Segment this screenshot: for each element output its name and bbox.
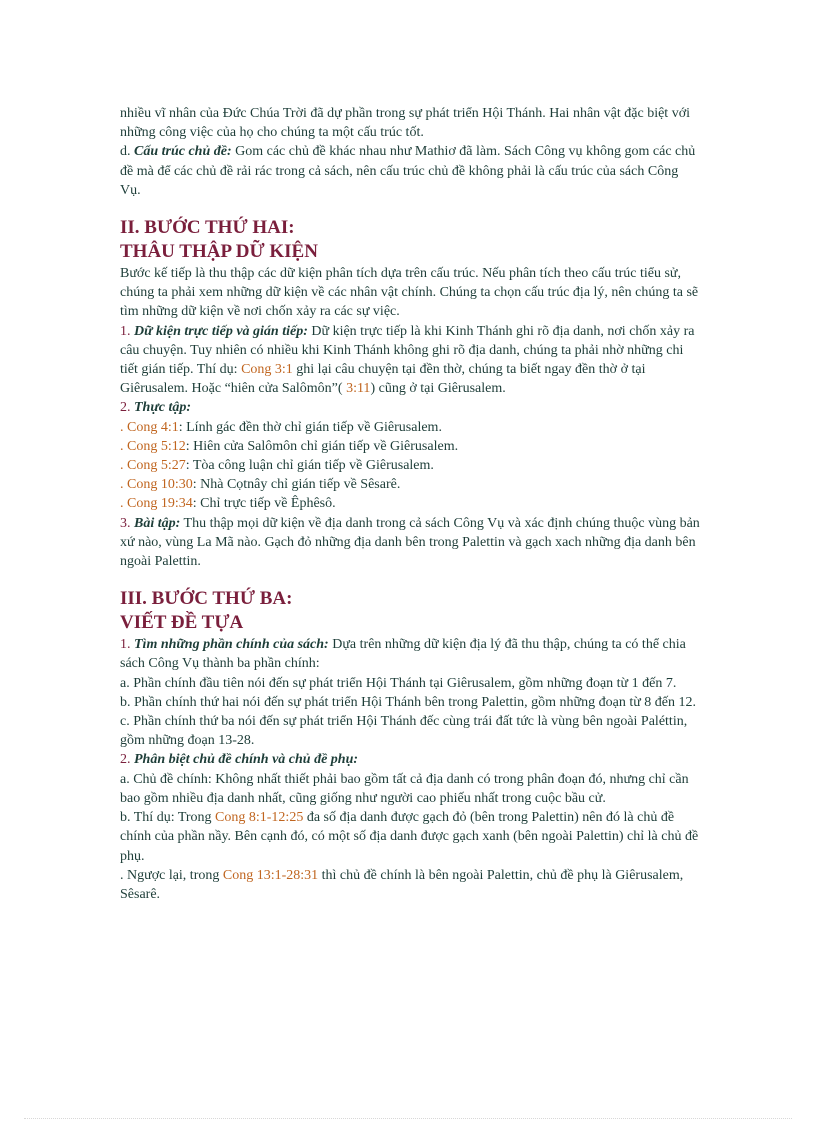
item-number: 3. — [120, 515, 134, 531]
section-2-title: II. BƯỚC THỨ HAI: — [120, 217, 295, 239]
practice-text: : Hiên cửa Salômôn chỉ gián tiếp về Giêrusalem. — [185, 438, 459, 454]
section-3-title: III. BƯỚC THỨ BA: — [120, 588, 293, 610]
section-3-item-2 — [120, 750, 700, 769]
scripture-link[interactable]: Cong 3:1 — [241, 362, 293, 378]
practice-text: : Chỉ trực tiếp về Êphêsô. — [192, 496, 336, 512]
scripture-link[interactable]: Cong 5:12 — [127, 438, 186, 454]
main-topic-a: a. Chủ đề chính: Không nhất thiết phải bao gồm tất cả địa danh có trong phân đoạn đó, nhưng chỉ cần bao gồm nhiều địa danh nhất, cũng giống như người cao phiếu nhất trong cuộc bầu cử. — [120, 771, 689, 806]
item-prefix: d. — [120, 144, 134, 160]
scripture-link[interactable]: Cong 10:30 — [127, 477, 193, 493]
section-3-subtitle: VIẾT ĐỀ TỰA — [120, 612, 244, 634]
item-text: b. Thí dụ: Trong — [120, 810, 216, 826]
section-3-heading — [120, 587, 700, 635]
item-text: thì chủ đề chính là bên ngoài Palettin, chủ đề phụ là Giêrusalem, Sêsarê. — [120, 867, 684, 902]
item-number: 2. — [120, 400, 134, 416]
section-2-item-1 — [120, 322, 700, 399]
section-3-item-1 — [120, 635, 700, 673]
practice-text: : Tòa công luận chỉ gián tiếp về Giêrusalem. — [185, 458, 434, 474]
document-page — [120, 104, 700, 904]
practice-text: : Lính gác đền thờ chỉ gián tiếp về Giêrusalem. — [178, 419, 442, 435]
main-topic-c — [120, 866, 700, 904]
item-label: Tìm những phần chính của sách: — [134, 637, 329, 653]
section-2-item-2 — [120, 398, 700, 417]
item-text: Gom các chủ đề khác nhau như Mathiơ đã làm. Sách Công vụ không gom các chủ đề mà để các chủ đề rải rác trong cả sách, nên cấu trúc chủ đề không phải là cấu trúc của sách Công Vụ. — [120, 144, 696, 198]
section-2-heading — [120, 216, 700, 264]
item-text: Thu thập mọi dữ kiện về địa danh trong cả sách Công Vụ và xác định chúng thuộc vùng bản xứ nào, vùng La Mã nào. Gạch đỏ những địa danh bên trong Palettin và gạch xach những địa danh bên ngoài Palettin. — [120, 515, 700, 570]
section-2-subtitle: THÂU THẬP DỮ KIỆN — [120, 241, 318, 263]
part-c: c. Phần chính thứ ba nói đến sự phát triển Hội Thánh đếc cùng trái đất tức là vùng bên ngoài Paléttin, gồm những đoạn 13-28. — [120, 714, 688, 749]
main-topic-b — [120, 808, 700, 866]
intro-paragraph: nhiều vĩ nhân của Đức Chúa Trời đã dự phần trong sự phát triển Hội Thánh. Hai nhân vật đặc biệt với những công việc của họ cho chúng ta một cấu trúc tốt. — [120, 106, 690, 141]
scripture-link[interactable]: 3:11 — [346, 381, 371, 397]
part-a: a. Phần chính đầu tiên nói đến sự phát triển Hội Thánh tại Giêrusalem, gồm những đoạn từ 1 đến 7. — [120, 675, 677, 691]
item-label: Phân biệt chủ đề chính và chủ đề phụ: — [134, 752, 359, 768]
scripture-link[interactable]: Cong 19:34 — [127, 496, 193, 512]
practice-text: : Nhà Cọtnây chỉ gián tiếp về Sêsarê. — [192, 477, 401, 493]
item-number: 1. — [120, 323, 134, 339]
item-label: Dữ kiện trực tiếp và gián tiếp: — [134, 323, 308, 339]
item-number: 1. — [120, 637, 134, 653]
scripture-link[interactable]: Cong 4:1 — [127, 419, 179, 435]
scripture-link[interactable]: Cong 13:1-28:31 — [222, 867, 319, 883]
section-2-intro: Bước kế tiếp là thu thập các dữ kiện phân tích dựa trên cấu trúc. Nếu phân tích theo cấu trúc tiểu sử, chúng ta phải xem những dữ kiện về các nhân vật chính. Chúng ta chọn cấu trúc địa lý, nên chúng ta sẽ tìm những dữ kiện về nơi chốn xảy ra các sự việc. — [120, 266, 699, 320]
scripture-link[interactable]: Cong 8:1-12:25 — [215, 810, 304, 826]
item-text: Dữ kiện trực tiếp là khi Kinh Thánh ghi rõ địa danh, nơi chốn xảy ra câu chuyện. Tuy nhiên có nhiều khi Kinh Thánh không ghi rõ địa danh, chúng ta phải nhờ những chi tiết gián tiếp. Thí dụ: — [120, 323, 695, 378]
item-text: ) cũng ở tại Giêrusalem. — [370, 381, 506, 397]
scripture-link[interactable]: Cong 5:27 — [127, 458, 186, 474]
item-label: Thực tập: — [134, 400, 191, 416]
item-label: Cấu trúc chủ đề: — [134, 144, 232, 160]
structure-topic-paragraph — [120, 142, 700, 200]
practice-line: . Cong 5:27: Tòa công luận chỉ gián tiếp về Giêrusalem. — [120, 458, 434, 474]
practice-line: . Cong 19:34: Chỉ trực tiếp về Êphêsô. — [120, 496, 336, 512]
item-text: . Ngược lại, trong — [120, 867, 223, 883]
part-b: b. Phần chính thứ hai nói đến sự phát triển Hội Thánh bên trong Palettin, gồm những đoạn từ 8 đến 12. — [120, 694, 697, 710]
section-2-item-3 — [120, 514, 700, 572]
practice-line: . Cong 10:30: Nhà Cọtnây chỉ gián tiếp về Sêsarê. — [120, 477, 401, 493]
practice-line: . Cong 4:1: Lính gác đền thờ chỉ gián tiếp về Giêrusalem. — [120, 419, 442, 435]
item-label: Bài tập: — [134, 515, 181, 531]
item-text: đa số địa danh được gạch đỏ (bên trong Palettin) nên đó là chủ đề chính của phần nầy. Bên cạnh đó, có một số địa danh được gạch xanh (bên ngoài Palettin) chỉ là chủ đề phụ. — [120, 810, 699, 864]
practice-line: . Cong 5:12: Hiên cửa Salômôn chỉ gián tiếp về Giêrusalem. — [120, 438, 459, 454]
item-number: 2. — [120, 752, 134, 768]
item-text: Dựa trên những dữ kiện địa lý đã thu thập, chúng ta có thể chia sách Công Vụ thành ba phần chính: — [120, 637, 686, 672]
item-text: ghi lại câu chuyện tại đền thờ, chúng ta biết ngay đền thờ ở tại Giêrusalem. Hoặc “hiên cửa Salômôn”( — [120, 362, 646, 397]
page-bottom-divider — [24, 1118, 792, 1119]
